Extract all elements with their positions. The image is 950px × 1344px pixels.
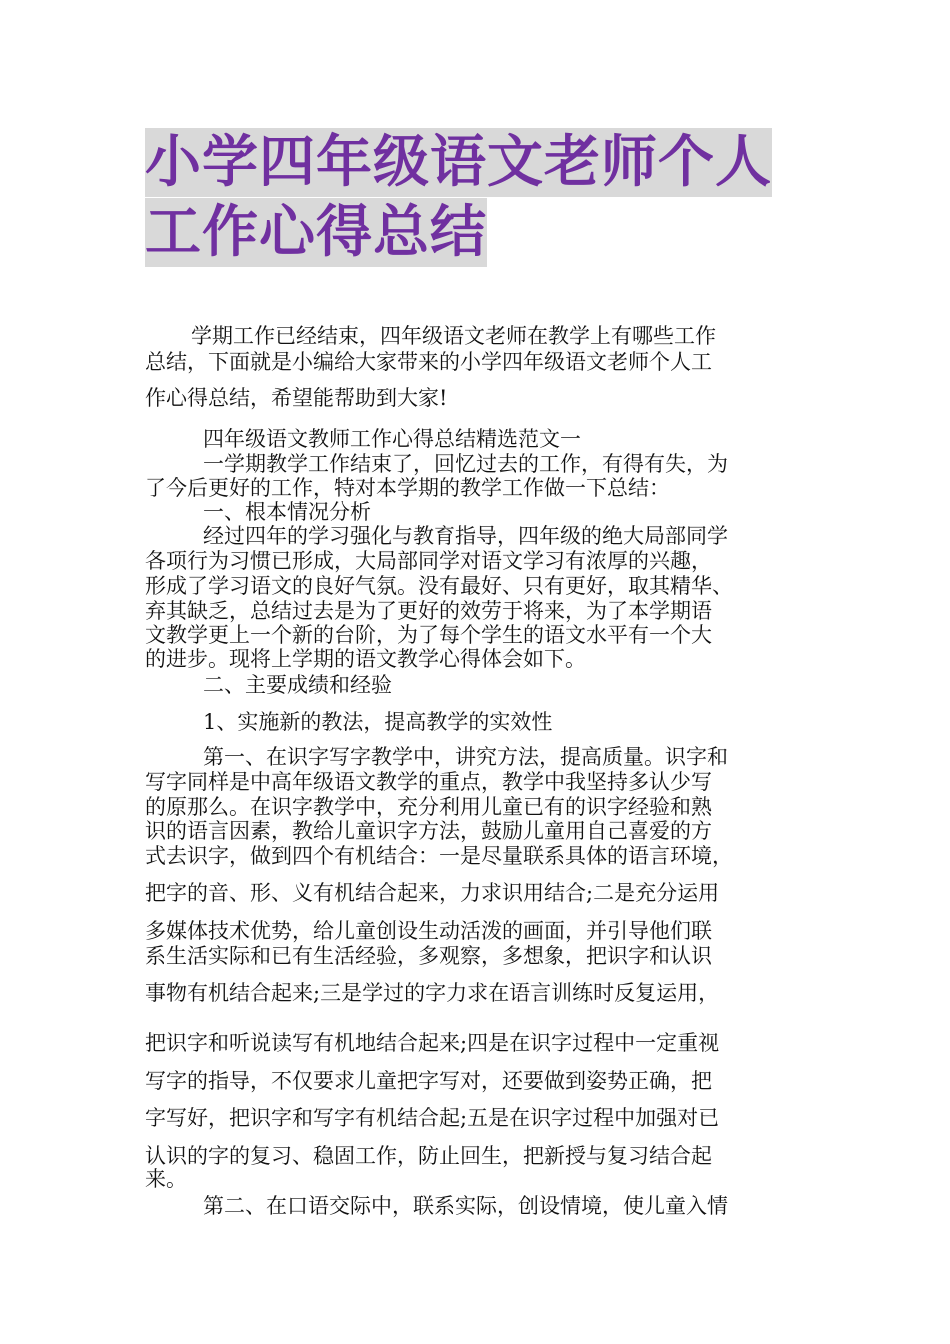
body-line: 来。 bbox=[145, 1167, 187, 1191]
section-heading-1: 一、根本情况分析 bbox=[203, 500, 371, 524]
body-line: 第一、在识字写字教学中，讲究方法，提高质量。识字和 bbox=[203, 745, 728, 769]
body-line: 弃其缺乏，总结过去是为了更好的效劳于将来，为了本学期语 bbox=[145, 599, 712, 623]
body-line: 把字的音、形、义有机结合起来，力求识用结合;二是充分运用 bbox=[145, 881, 720, 905]
body-line: 各项行为习惯已形成，大局部同学对语文学习有浓厚的兴趣， bbox=[145, 549, 712, 573]
body-line: 第二、在口语交际中，联系实际，创设情境，使儿童入情 bbox=[203, 1194, 728, 1218]
body-line: 形成了学习语文的良好气氛。没有最好、只有更好，取其精华、 bbox=[145, 574, 733, 598]
sample-heading: 四年级语文教师工作心得总结精选范文一 bbox=[203, 427, 581, 451]
subsection-heading: 1、实施新的教法，提高教学的实效性 bbox=[203, 710, 553, 734]
document-title bbox=[145, 128, 815, 268]
body-line: 写字的指导，不仅要求儿童把字写对，还要做到姿势正确，把 bbox=[145, 1069, 712, 1093]
intro-line-2: 总结，下面就是小编给大家带来的小学四年级语文老师个人工 bbox=[145, 350, 712, 374]
intro-line-1: 学期工作已经结束，四年级语文老师在教学上有哪些工作 bbox=[191, 324, 716, 348]
body-line: 的进步。现将上学期的语文教学心得体会如下。 bbox=[145, 647, 586, 671]
body-line: 字写好，把识字和写字有机结合起;五是在识字过程中加强对已 bbox=[145, 1106, 720, 1130]
body-line: 事物有机结合起来;三是学过的字力求在语言训练时反复运用， bbox=[145, 981, 720, 1005]
body-line: 一学期教学工作结束了，回忆过去的工作，有得有失，为 bbox=[203, 452, 728, 476]
body-line: 写字同样是中高年级语文教学的重点，教学中我坚持多认少写 bbox=[145, 770, 712, 794]
body-line: 认识的字的复习、稳固工作，防止回生，把新授与复习结合起 bbox=[145, 1144, 712, 1168]
intro-line-3: 作心得总结，希望能帮助到大家! bbox=[145, 386, 448, 410]
body-line: 多媒体技术优势，给儿童创设生动活泼的画面，并引导他们联 bbox=[145, 919, 712, 943]
body-line: 文教学更上一个新的台阶，为了每个学生的语文水平有一个大 bbox=[145, 623, 712, 647]
section-heading-2: 二、主要成绩和经验 bbox=[203, 673, 392, 697]
title-highlight: 小学四年级语文老师个人工作心得总结 bbox=[145, 130, 772, 265]
body-line: 经过四年的学习强化与教育指导，四年级的绝大局部同学 bbox=[203, 524, 728, 548]
body-line: 了今后更好的工作，特对本学期的教学工作做一下总结： bbox=[145, 476, 670, 500]
body-line: 识的语言因素，教给儿童识字方法，鼓励儿童用自己喜爱的方 bbox=[145, 819, 712, 843]
body-line: 式去识字，做到四个有机结合：一是尽量联系具体的语言环境， bbox=[145, 844, 733, 868]
body-line: 的原那么。在识字教学中，充分利用儿童已有的识字经验和熟 bbox=[145, 795, 712, 819]
body-line: 把识字和听说读写有机地结合起来;四是在识字过程中一定重视 bbox=[145, 1031, 720, 1055]
body-line: 系生活实际和已有生活经验，多观察，多想象，把识字和认识 bbox=[145, 944, 712, 968]
